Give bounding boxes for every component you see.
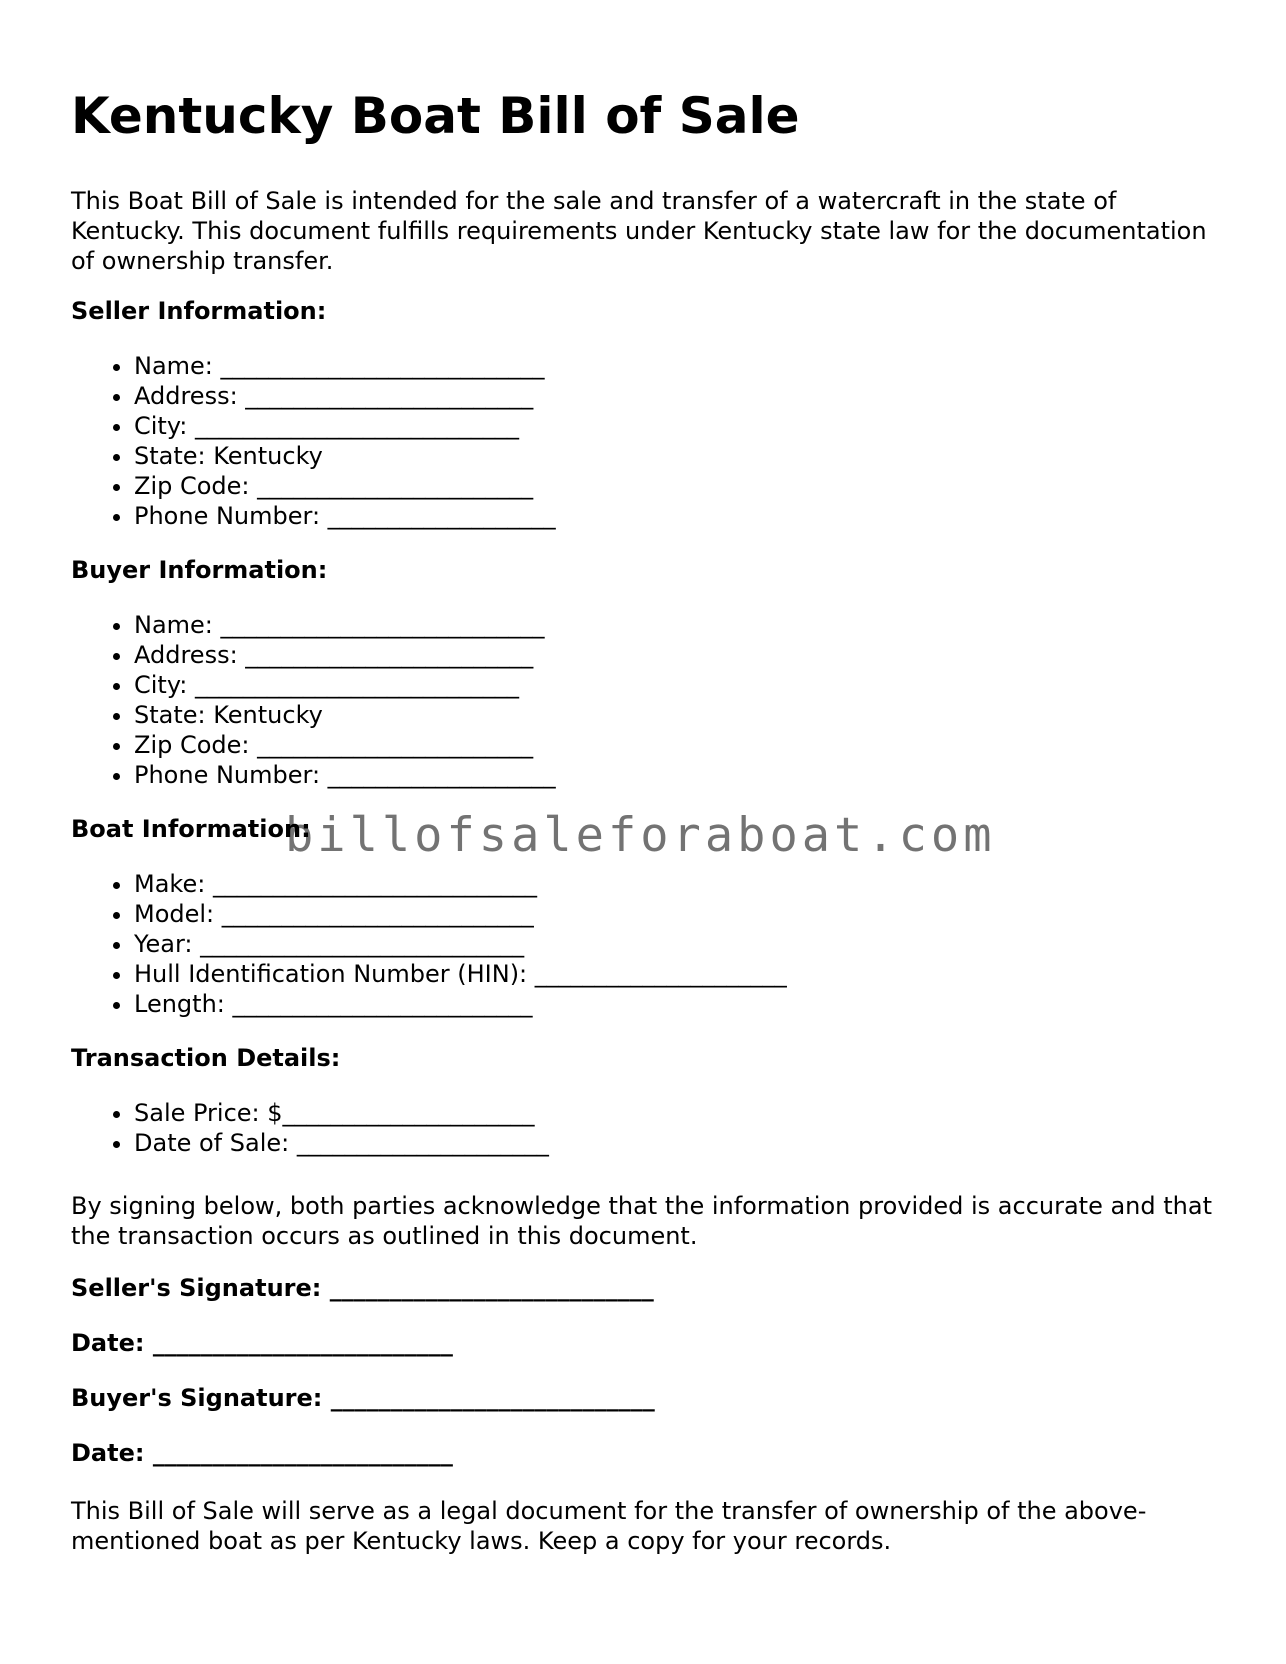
buyer-state-field: • State: Kentucky: [134, 700, 556, 730]
sale-price-field: • Sale Price: $_____________________: [134, 1098, 549, 1128]
seller-info-list: [71, 351, 556, 531]
buyer-date-line: Date: _________________________: [71, 1439, 453, 1467]
date-of-sale-field: • Date of Sale: _____________________: [134, 1128, 549, 1158]
boat-year-field: • Year: ___________________________: [134, 929, 787, 959]
seller-name-field: • Name: ___________________________: [134, 351, 556, 381]
seller-address-field: • Address: ________________________: [134, 381, 556, 411]
seller-zip-field: • Zip Code: _______________________: [134, 471, 556, 501]
buyer-info-heading: Buyer Information:: [71, 556, 328, 584]
buyer-info-list: [71, 610, 556, 790]
seller-info-heading: Seller Information:: [71, 297, 327, 325]
intro-paragraph: This Boat Bill of Sale is intended for the sale and transfer of a watercraft in the state of Kentucky. This document fulfills requirements under Kentucky state law for the documentation of ownership transfer.: [71, 187, 1207, 275]
boat-make-field: • Make: ___________________________: [134, 869, 787, 899]
transaction-details-list: [71, 1098, 549, 1158]
buyer-signature-line: Buyer's Signature: ___________________________: [71, 1384, 655, 1412]
buyer-address-field: • Address: ________________________: [134, 640, 556, 670]
page-title: Kentucky Boat Bill of Sale: [71, 87, 800, 145]
footer-paragraph: This Bill of Sale will serve as a legal document for the transfer of ownership of the above-mentioned boat as per Kentucky laws. Keep a copy for your records.: [71, 1497, 1147, 1555]
boat-info-heading: Boat Information:: [71, 815, 311, 843]
boat-info-list: [71, 869, 787, 1019]
buyer-zip-field: • Zip Code: _______________________: [134, 730, 556, 760]
buyer-city-field: • City: ___________________________: [134, 670, 556, 700]
boat-hin-field: • Hull Identification Number (HIN): _____________________: [134, 959, 787, 989]
buyer-name-field: • Name: ___________________________: [134, 610, 556, 640]
seller-phone-field: • Phone Number: ___________________: [134, 501, 556, 531]
seller-signature-line: Seller's Signature: ___________________________: [71, 1274, 654, 1302]
acknowledgement-paragraph: By signing below, both parties acknowledge that the information provided is accurate and that the transaction occurs as outlined in this document.: [71, 1192, 1212, 1250]
boat-length-field: • Length: _________________________: [134, 989, 787, 1019]
buyer-phone-field: • Phone Number: ___________________: [134, 760, 556, 790]
seller-date-line: Date: _________________________: [71, 1329, 453, 1357]
transaction-details-heading: Transaction Details:: [71, 1044, 341, 1072]
boat-model-field: • Model: __________________________: [134, 899, 787, 929]
seller-city-field: • City: ___________________________: [134, 411, 556, 441]
seller-state-field: • State: Kentucky: [134, 441, 556, 471]
watermark-text: billofsaleforaboat.com: [285, 808, 996, 863]
